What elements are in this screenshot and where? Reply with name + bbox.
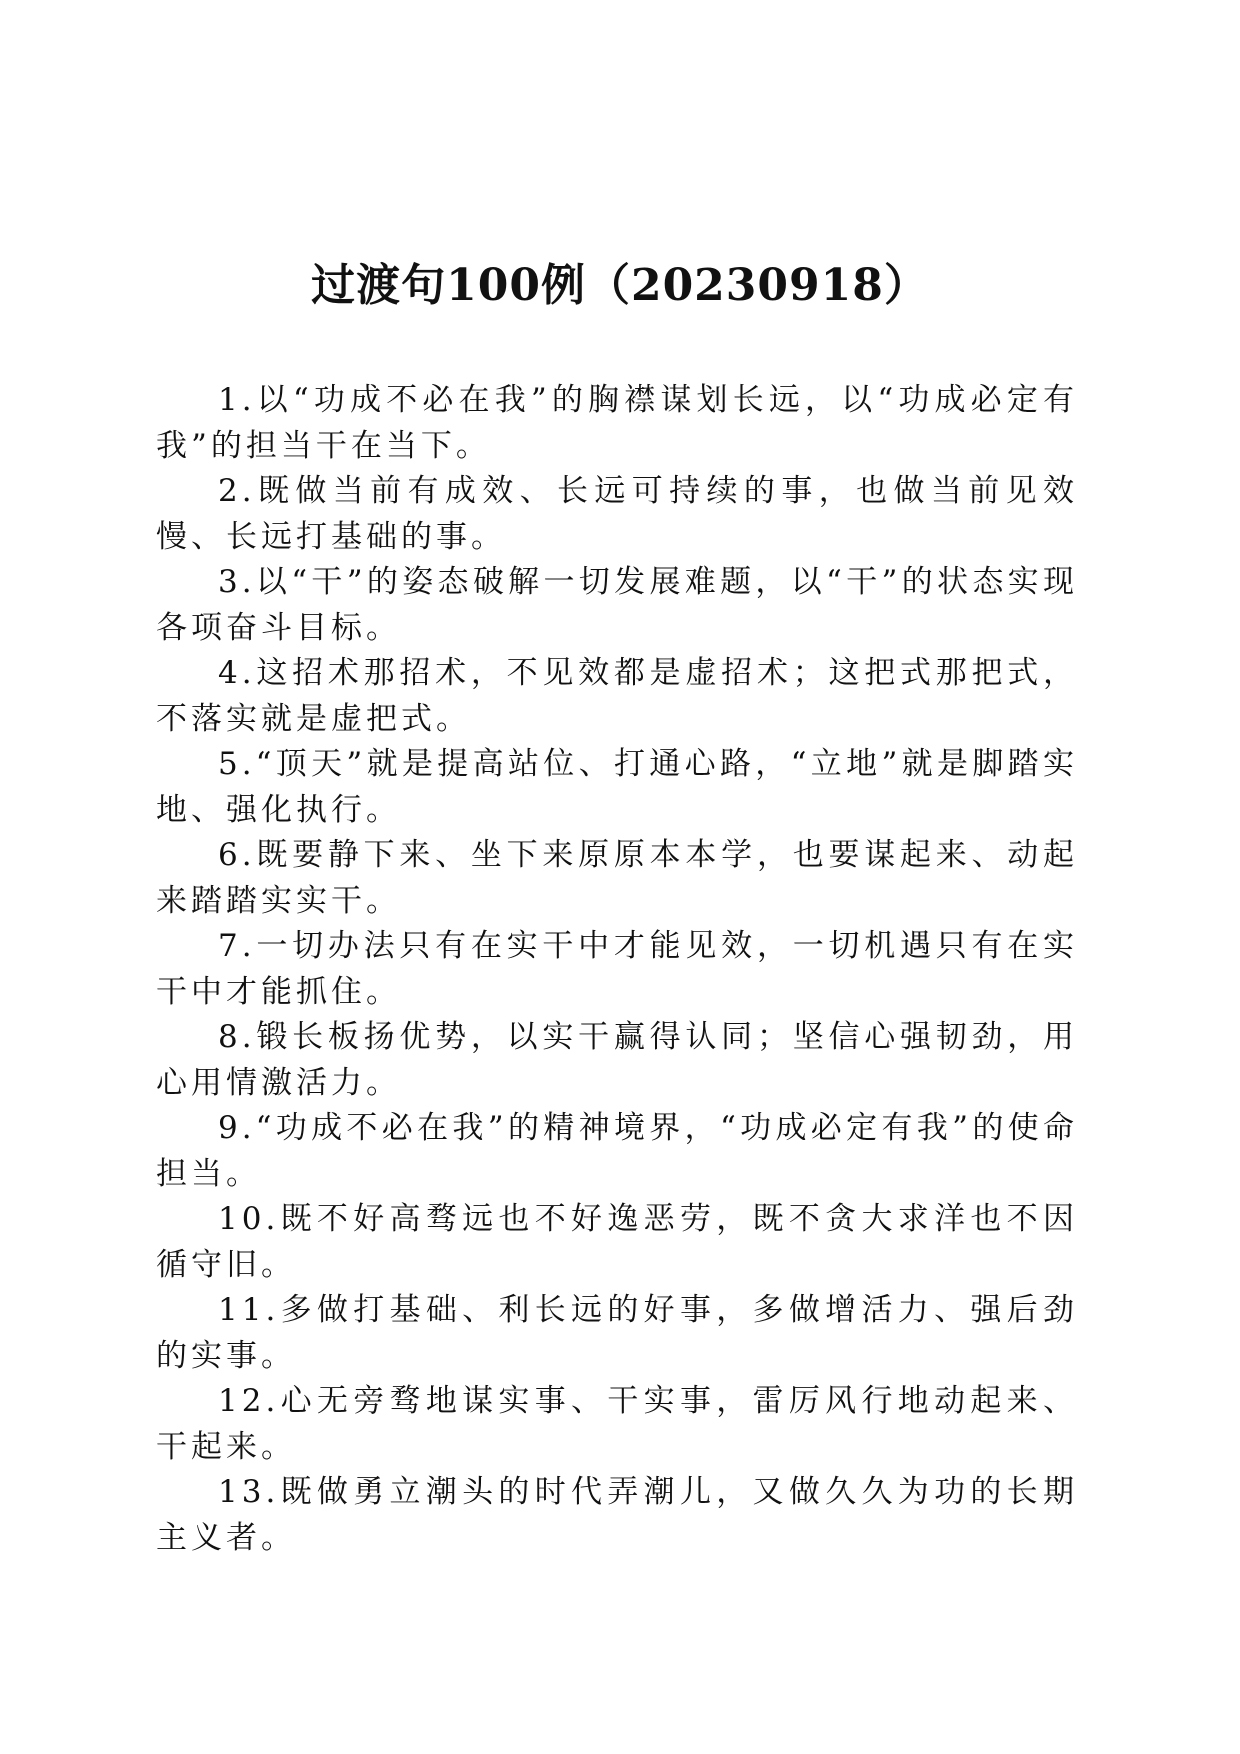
list-item: 8.锻长板扬优势，以实干赢得认同；坚信心强韧劲，用心用情激活力。 [156,1019,1078,1101]
list-item: 5.“顶天”就是提高站位、打通心路，“立地”就是脚踏实地、强化执行。 [156,746,1078,828]
list-item: 10.既不好高骛远也不好逸恶劳，既不贪大求洋也不因循守旧。 [156,1201,1078,1283]
list-item: 9.“功成不必在我”的精神境界，“功成必定有我”的使命担当。 [156,1110,1078,1192]
list-item: 2.既做当前有成效、长远可持续的事，也做当前见效慢、长远打基础的事。 [156,473,1078,555]
list-item: 3.以“干”的姿态破解一切发展难题，以“干”的状态实现各项奋斗目标。 [156,564,1078,646]
list-item: 6.既要静下来、坐下来原原本本学，也要谋起来、动起来踏踏实实干。 [156,837,1078,919]
transition-sentence-list [156,378,1078,1561]
list-item: 11.多做打基础、利长远的好事，多做增活力、强后劲的实事。 [156,1292,1078,1374]
document-title: 过渡句100例（20230918） [311,260,929,311]
list-item: 13.既做勇立潮头的时代弄潮儿，又做久久为功的长期主义者。 [156,1474,1078,1556]
list-item: 4.这招术那招术，不见效都是虚招术；这把式那把式，不落实就是虚把式。 [156,655,1078,737]
list-item: 7.一切办法只有在实干中才能见效，一切机遇只有在实干中才能抓住。 [156,928,1078,1010]
list-item: 1.以“功成不必在我”的胸襟谋划长远，以“功成必定有我”的担当干在当下。 [156,382,1078,464]
list-item: 12.心无旁骛地谋实事、干实事，雷厉风行地动起来、干起来。 [156,1383,1078,1465]
